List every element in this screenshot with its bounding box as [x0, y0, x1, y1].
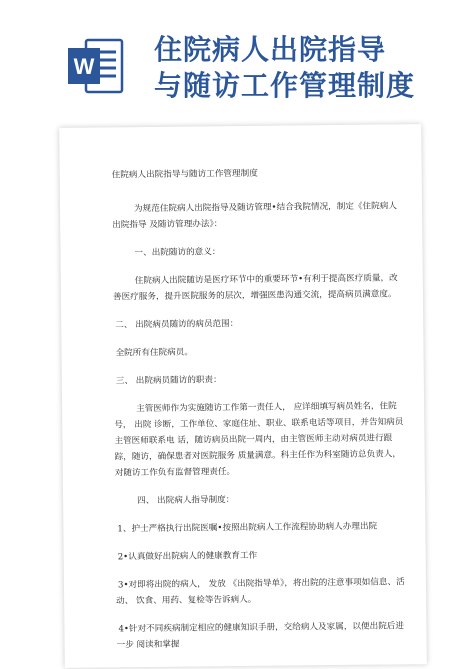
- document-body: [112, 164, 409, 665]
- paragraph-duties: 主管医师作为实施随访工作第一责任人， 应详细填写病员姓名，住院号， 出院 诊断，工作单位、家庭住址、职业、联系电话等项目，并告知病员主管医师联系电 话，随访病员出院一周内，由主管医师主动对病员进行跟踪，随访，确保患者对医院服务 质量满意。科主任作为科室随访总负责人，对随访工作负有监督管理责任。: [114, 401, 404, 479]
- word-doc-icon: [66, 36, 126, 96]
- list-item-3: 3•对即将出院的病人， 发放 《出院指导单》，将出院的注意事项如信息、活动、 饮食、用药、复检等告诉病人。: [116, 577, 405, 607]
- list-item-1: 1、护士严格执行出院医嘱•按照出院病人工作流程协助病人办理出院: [117, 521, 378, 535]
- paragraph-intro: 为规范住院病人出院指导及随访管理•结合我院情况，制定《住院病人出院指导 及随访管理办法》：: [112, 201, 397, 231]
- document-title: 住院病人出院指导与随访工作管理制度: [111, 168, 258, 181]
- list-item-4: 4•针对不同疾病制定相应的健康知识手册，交给病人及家属，以便出院后进一步 阅读和掌握: [116, 621, 405, 651]
- document-page: [59, 124, 427, 668]
- section-heading-4: 四、 出院病人指导制度：: [137, 495, 235, 507]
- paragraph-significance: 住院病人出院随访是医疗环节中的重要环节•有利于提高医疗质量，改善医疗服务，提升医院服务的层次，增强医患沟通交流，提高病员满意度。: [112, 273, 398, 303]
- section-heading-3: 三、 出院病员随访的职责：: [115, 375, 222, 387]
- page-title-line-1: 住院病人出院指导: [154, 33, 387, 66]
- list-item-2: 2•认真做好出院病人的健康教育工作: [117, 550, 258, 563]
- header-banner: [0, 0, 474, 118]
- paragraph-scope: 全院所有住院病员。: [115, 347, 193, 359]
- page-title-line-2: 与随访工作管理制度: [154, 69, 416, 102]
- svg-text:W: W: [73, 54, 95, 79]
- section-heading-2: 二、 出院病员随访的病员范围：: [115, 319, 239, 331]
- section-heading-1: 一、出院随访的意义：: [134, 247, 221, 259]
